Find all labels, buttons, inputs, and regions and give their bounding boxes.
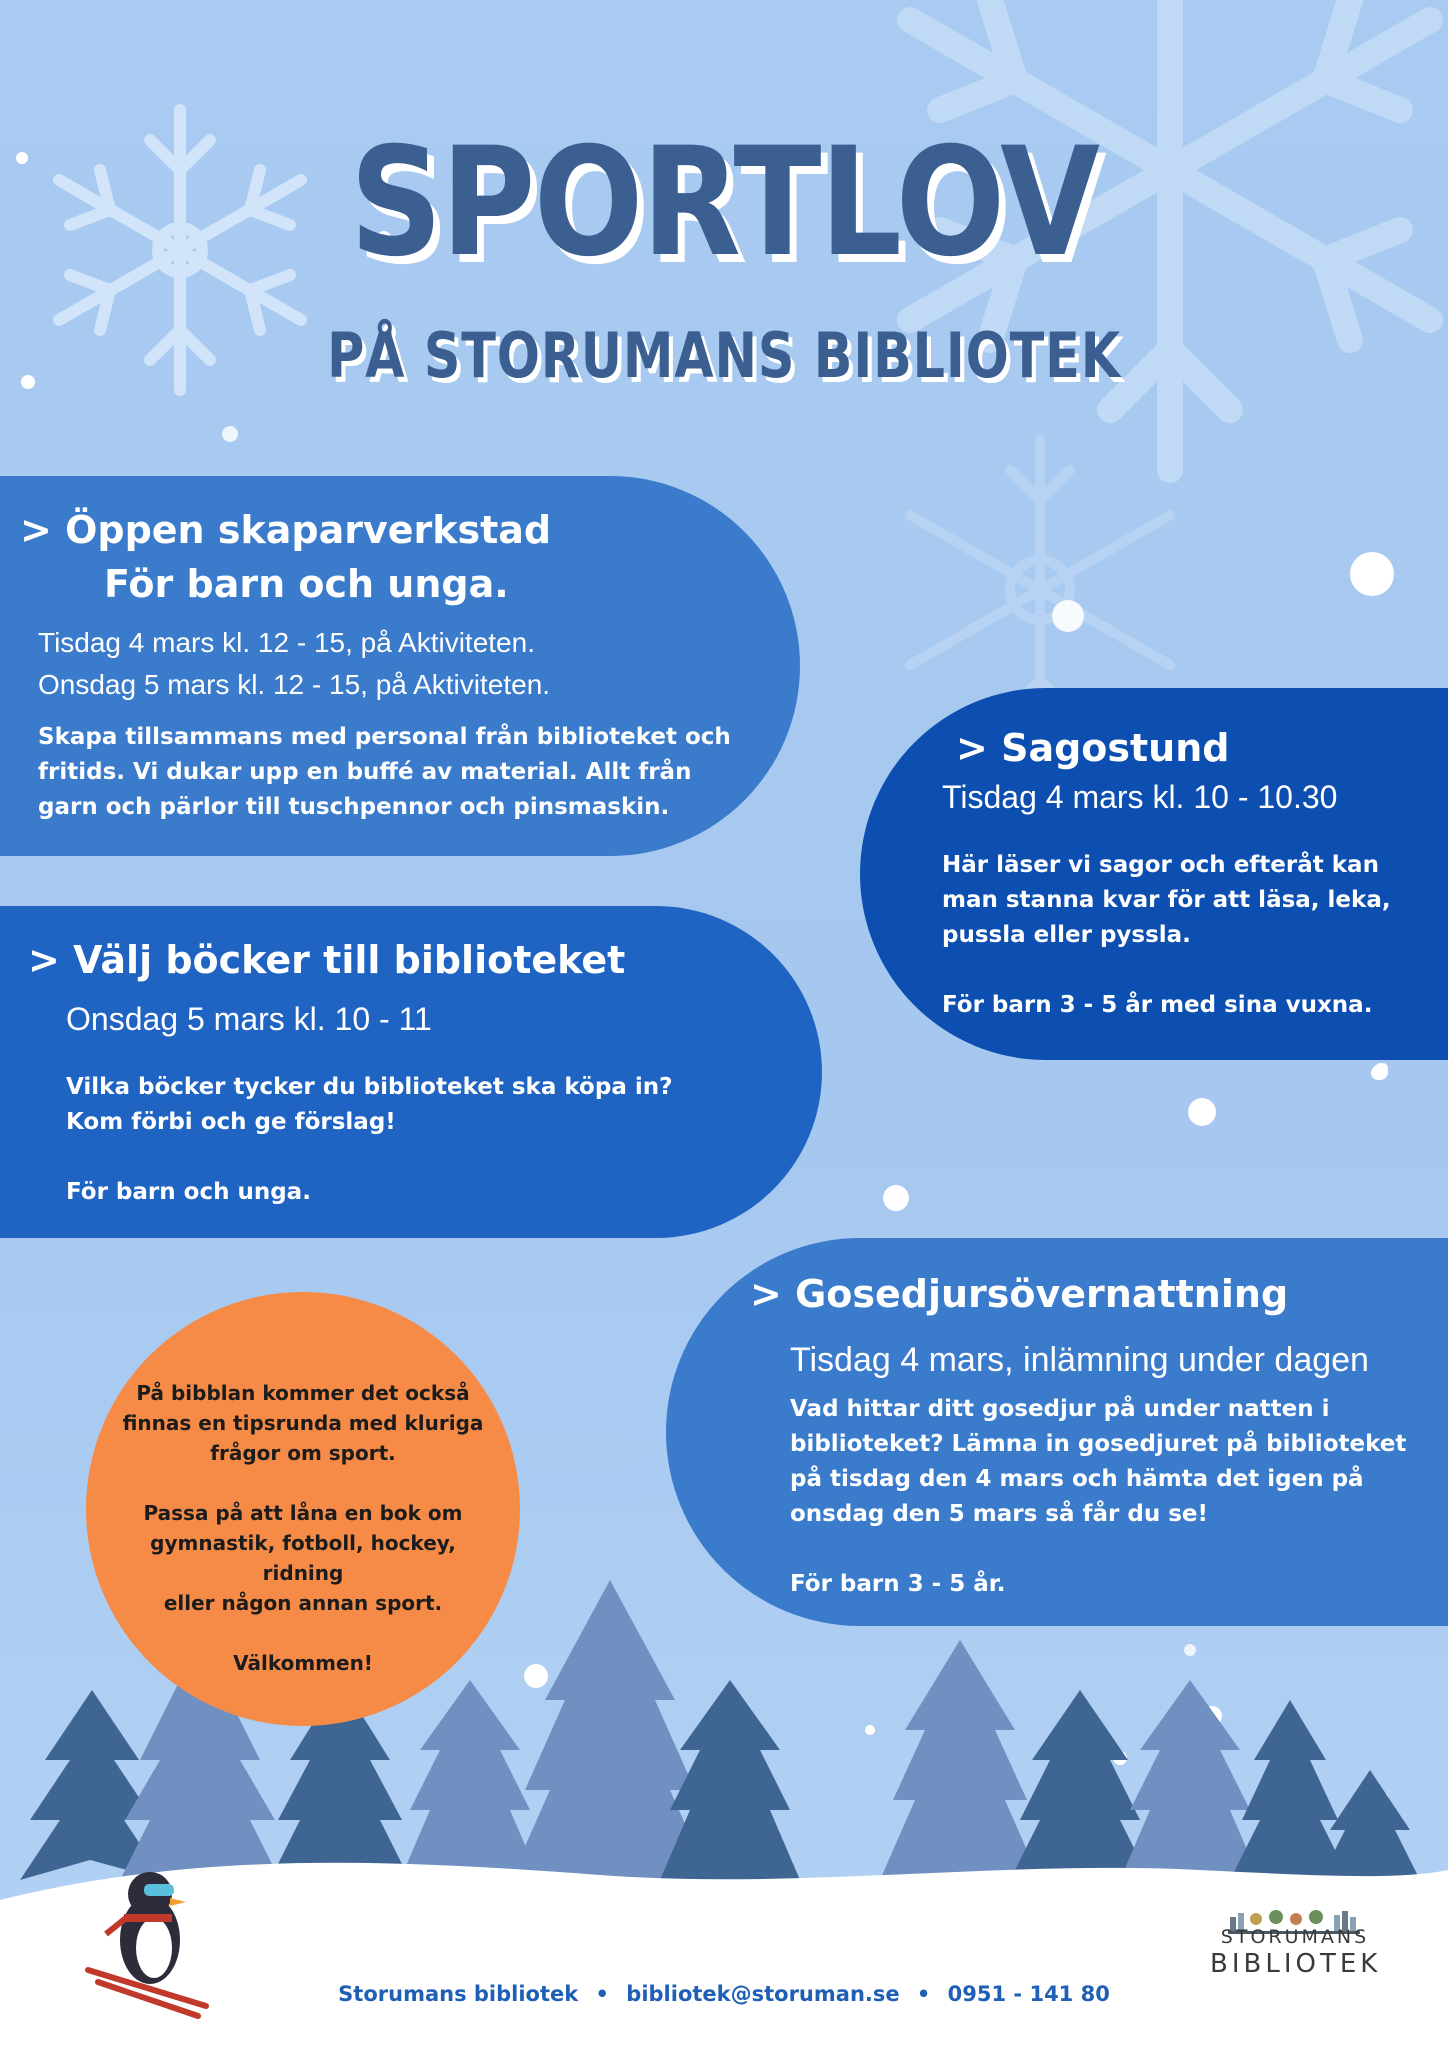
- event-title: > Öppen skaparverkstad: [20, 508, 552, 552]
- event-card-sagostund: [860, 688, 1448, 1060]
- event-time: Tisdag 4 mars kl. 12 - 15, på Aktiviteten.: [38, 627, 535, 658]
- event-description: Här läser vi sagor och efteråt kan man stanna kvar för att läsa, leka, pussla eller pyssla. För barn 3 - 5 år med sina vuxna.: [942, 852, 1391, 1018]
- event-title: > Gosedjursövernattning: [750, 1272, 1289, 1316]
- event-title: > Välj böcker till biblioteket: [28, 938, 626, 982]
- info-circle: [86, 1292, 520, 1726]
- separator-dot-icon: •: [595, 1982, 609, 2006]
- info-circle-text: På bibblan kommer det också finnas en tipsrunda med kluriga frågor om sport. Passa på att låna en bok om gymnastik, fotboll, hockey, ridning eller någon annan sport. Välkommen!: [122, 1381, 484, 1675]
- event-card-gosedjur: [666, 1238, 1448, 1626]
- footer: [0, 1982, 1448, 2006]
- library-logo: [1210, 1925, 1380, 1979]
- event-description: Vad hittar ditt gosedjur på under natten i biblioteket? Lämna in gosedjuret på biblioteket på tisdag den 4 mars och hämta det igen på onsdag den 5 mars så får du se! För barn 3 - 5 år.: [790, 1396, 1407, 1597]
- page-subtitle: PÅ STORUMANS BIBLIOTEK: [327, 319, 1121, 392]
- event-subtitle: För barn och unga.: [104, 562, 509, 606]
- event-title: > Sagostund: [956, 726, 1230, 770]
- event-time: Tisdag 4 mars kl. 10 - 10.30: [942, 779, 1338, 815]
- event-card-skaparverkstad: [0, 476, 800, 856]
- event-description: Vilka böcker tycker du biblioteket ska köpa in? Kom förbi och ge förslag! För barn och unga.: [66, 1074, 673, 1205]
- event-card-valj-bocker: [0, 906, 822, 1238]
- footer-library-name: Storumans bibliotek: [338, 1982, 579, 2006]
- event-time: Onsdag 5 mars kl. 12 - 15, på Aktiviteten.: [38, 669, 551, 700]
- event-description: Skapa tillsammans med personal från biblioteket och fritids. Vi dukar upp en buffé av material. Allt från garn och pärlor till tuschpennor och pinsmaskin.: [38, 724, 731, 820]
- page-title: SPORTLOV: [349, 116, 1099, 290]
- footer-email[interactable]: bibliotek@storuman.se: [626, 1982, 900, 2006]
- footer-phone[interactable]: 0951 - 141 80: [947, 1982, 1110, 2006]
- logo-line-1: STORUMANS: [1220, 1926, 1370, 1948]
- logo-line-2: BIBLIOTEK: [1210, 1949, 1382, 1979]
- separator-dot-icon: •: [916, 1982, 931, 2006]
- event-time: Tisdag 4 mars, inlämning under dagen: [790, 1341, 1369, 1379]
- event-time: Onsdag 5 mars kl. 10 - 11: [66, 1001, 432, 1037]
